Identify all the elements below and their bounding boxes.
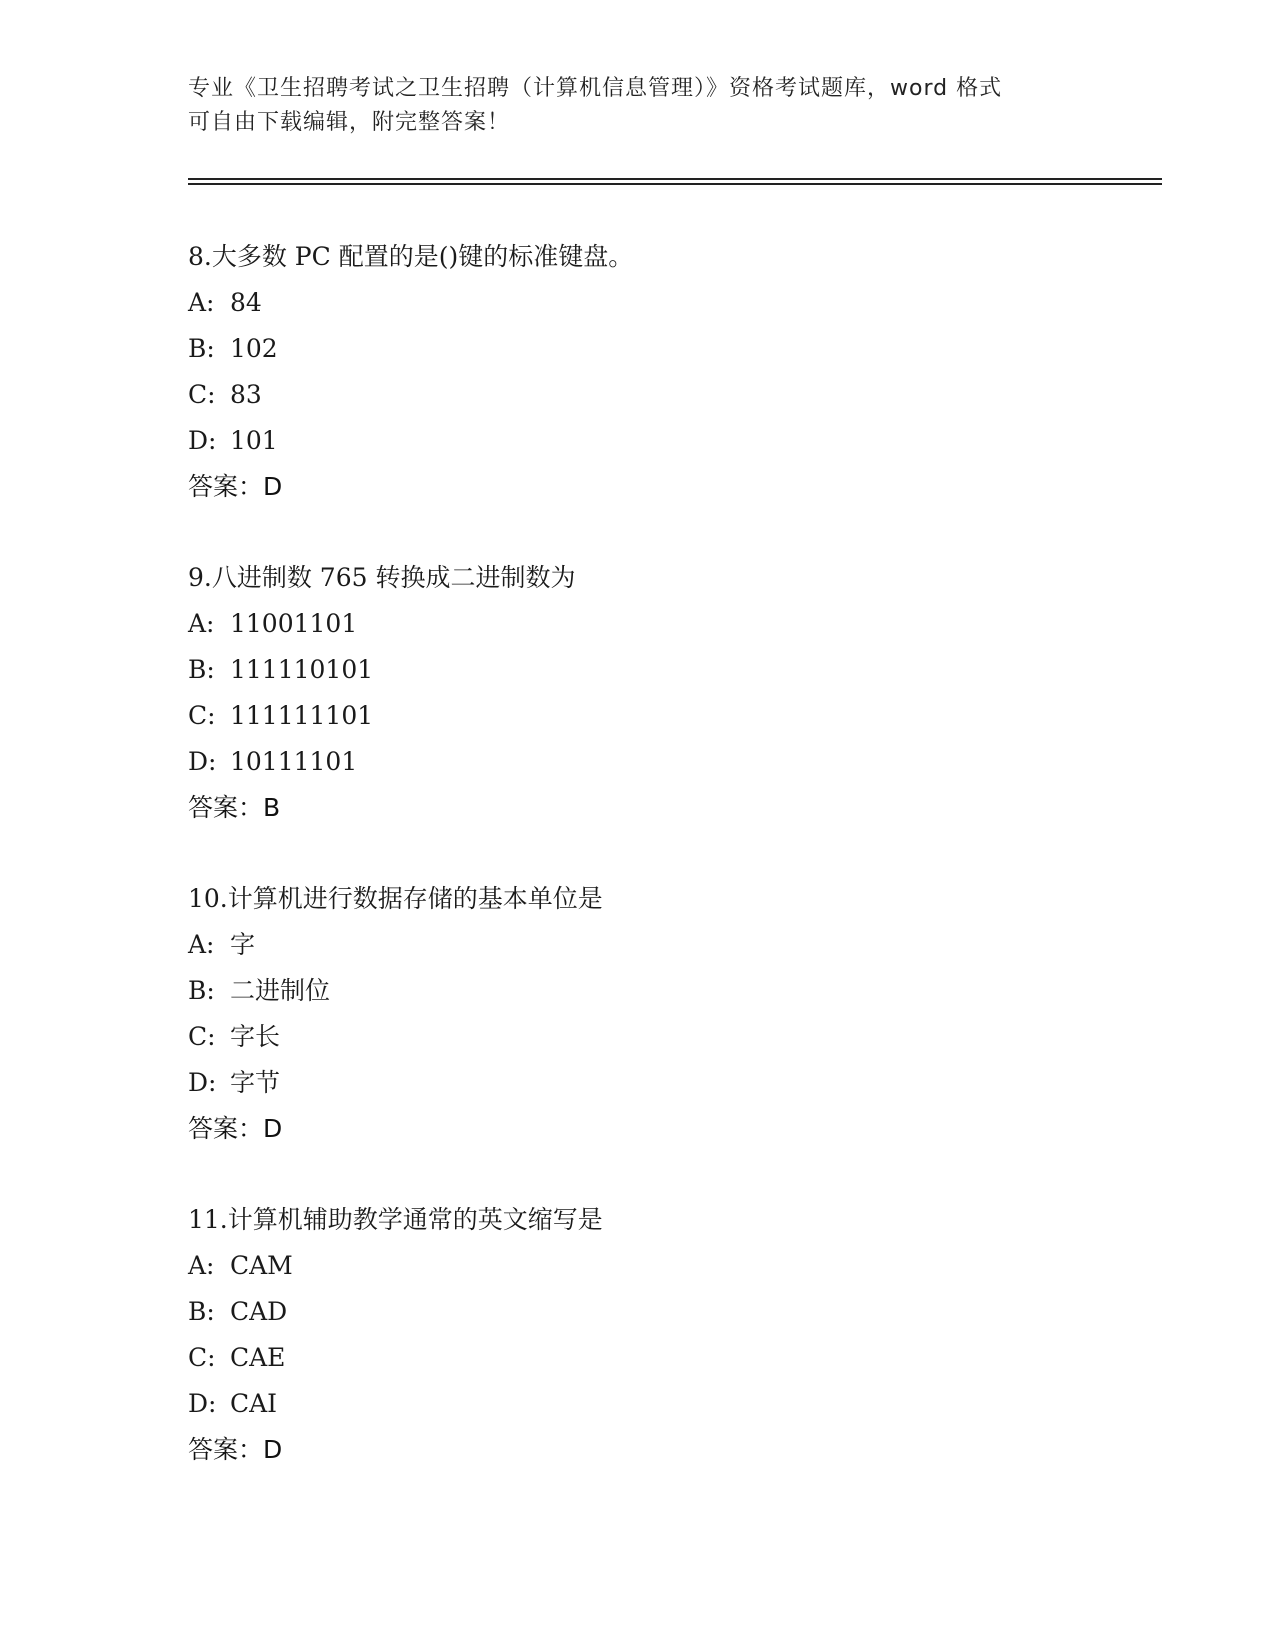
option-text: 11001101	[230, 609, 358, 638]
option-letter: D:	[188, 1068, 217, 1097]
option-letter: A:	[188, 609, 215, 638]
option-text: 101	[230, 426, 278, 455]
option-letter: A:	[188, 288, 215, 317]
question-block	[188, 876, 1188, 1152]
option-letter: A:	[188, 930, 215, 959]
option-text: 111110101	[230, 655, 374, 684]
question-title: 10.计算机进行数据存储的基本单位是	[188, 884, 603, 913]
option-c	[188, 693, 1188, 739]
option-c	[188, 372, 1188, 418]
option-b	[188, 968, 1188, 1014]
question-block	[188, 1197, 1188, 1473]
option-a	[188, 922, 1188, 968]
header-line-2: 可自由下载编辑，附完整答案！	[188, 110, 511, 135]
option-d	[188, 739, 1188, 785]
option-letter: D:	[188, 1389, 217, 1418]
option-a	[188, 280, 1188, 326]
option-b	[188, 647, 1188, 693]
answer-line: 答案：B	[188, 793, 281, 822]
option-letter: D:	[188, 426, 217, 455]
option-text: 83	[230, 380, 262, 409]
option-letter: A:	[188, 1251, 215, 1280]
option-letter: B:	[188, 334, 215, 363]
answer-line: 答案：D	[188, 1114, 283, 1143]
option-text: CAM	[230, 1251, 293, 1280]
option-a	[188, 1243, 1188, 1289]
document-header	[188, 72, 1068, 140]
option-c	[188, 1014, 1188, 1060]
option-letter: B:	[188, 976, 215, 1005]
option-text: CAI	[230, 1389, 278, 1418]
option-d	[188, 1060, 1188, 1106]
option-letter: C:	[188, 380, 216, 409]
option-text: 10111101	[230, 747, 358, 776]
option-text: 字	[230, 930, 256, 959]
option-d	[188, 1381, 1188, 1427]
option-text: 字长	[230, 1022, 281, 1051]
answer-line: 答案：D	[188, 472, 283, 501]
option-a	[188, 601, 1188, 647]
option-text: CAD	[230, 1297, 288, 1326]
header-line-1: 专业《卫生招聘考试之卫生招聘（计算机信息管理）》资格考试题库，word 格式	[188, 76, 1003, 101]
option-text: 102	[230, 334, 278, 363]
option-letter: B:	[188, 1297, 215, 1326]
option-b	[188, 1289, 1188, 1335]
question-block	[188, 234, 1188, 510]
option-letter: B:	[188, 655, 215, 684]
option-letter: C:	[188, 1022, 216, 1051]
option-letter: C:	[188, 701, 216, 730]
option-b	[188, 326, 1188, 372]
option-letter: D:	[188, 747, 217, 776]
option-text: 二进制位	[230, 976, 331, 1005]
question-block	[188, 555, 1188, 831]
header-divider-top	[188, 178, 1162, 180]
header-divider-bottom	[188, 183, 1162, 185]
option-text: 字节	[230, 1068, 281, 1097]
option-text: CAE	[230, 1343, 286, 1372]
option-letter: C:	[188, 1343, 216, 1372]
question-title: 8.大多数 PC 配置的是()键的标准键盘。	[188, 242, 634, 271]
option-text: 84	[230, 288, 262, 317]
option-d	[188, 418, 1188, 464]
answer-line: 答案：D	[188, 1435, 283, 1464]
question-title: 11.计算机辅助教学通常的英文缩写是	[188, 1205, 603, 1234]
option-text: 111111101	[230, 701, 374, 730]
option-c	[188, 1335, 1188, 1381]
question-title: 9.八进制数 765 转换成二进制数为	[188, 563, 576, 592]
